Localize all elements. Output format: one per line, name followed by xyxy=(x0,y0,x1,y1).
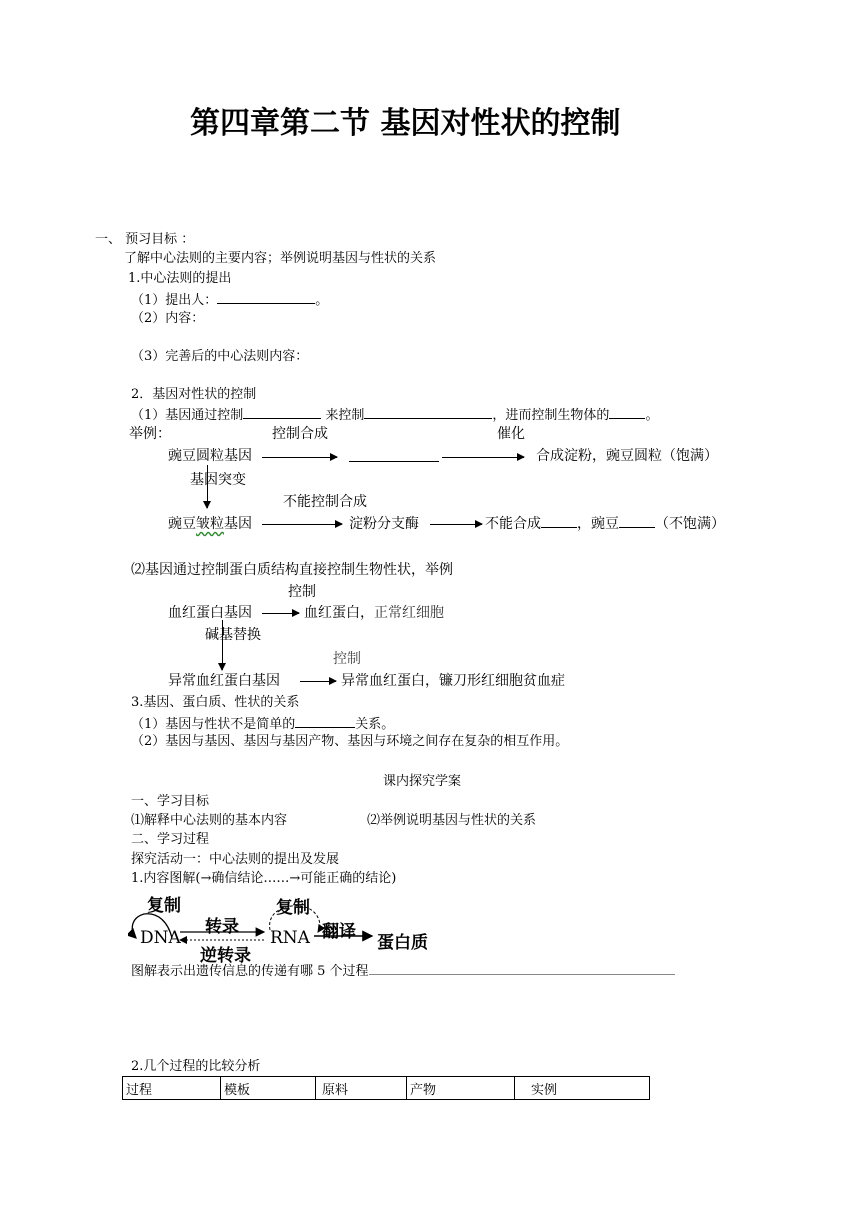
header-template: 模板 xyxy=(221,1077,316,1100)
label-protein: 蛋白质 xyxy=(377,933,428,953)
arrow-base-substitution xyxy=(222,620,223,670)
gene-control-text-c: ，进而控制生物体的 xyxy=(492,408,610,423)
example-label: 举例： xyxy=(129,426,171,442)
inclass-title: 课内探究学案 xyxy=(383,774,462,789)
label-catalyze: 催化 xyxy=(497,426,525,442)
cannot-synthesize: 不能合成 xyxy=(485,516,541,532)
wrinkled-gene-part-c: 基因 xyxy=(224,516,252,532)
abnormal-result: 异常血红蛋白，镰刀形红细胞贫血症 xyxy=(341,673,565,689)
diagram-caption: 1.内容图解(→确信结论……→可能正确的结论) xyxy=(131,871,397,886)
question-proposer xyxy=(131,291,328,309)
result-round-pea: 合成淀粉，豌豆圆粒（饱满） xyxy=(536,448,718,464)
statement-interaction: （2）基因与基因、基因与基因产物、基因与环境之间存在复杂的相互作用。 xyxy=(131,734,569,749)
question-content: （2）内容： xyxy=(131,311,205,326)
goals-heading: 一、学习目标 xyxy=(131,794,210,809)
blank-relation[interactable] xyxy=(295,715,355,728)
label-gene-mutation: 基因突变 xyxy=(190,472,246,488)
activity-1: 探究活动一：中心法则的提出及发展 xyxy=(131,852,340,867)
comparison-table xyxy=(122,1076,650,1100)
round-pea-gene: 豌豆圆粒基因 xyxy=(168,448,252,464)
header-product: 产物 xyxy=(407,1077,515,1100)
label-dna: DNA xyxy=(140,928,181,948)
normal-red-cell: 正常红细胞 xyxy=(374,605,444,621)
abnormal-hemoglobin-gene: 异常血红蛋白基因 xyxy=(168,673,280,689)
blank-enzyme[interactable] xyxy=(243,406,321,419)
question-five-processes xyxy=(131,962,675,980)
goal-2: ⑵举例说明基因与性状的关系 xyxy=(367,813,537,828)
blank-shape[interactable] xyxy=(619,515,655,528)
blank-starch[interactable] xyxy=(541,515,577,528)
arrow-abnormal xyxy=(300,681,336,682)
label-reverse-transcription: 逆转录 xyxy=(200,946,251,966)
blank-trait[interactable] xyxy=(609,406,645,419)
arrow-mutation xyxy=(207,465,208,508)
subsection-1-title: 1.中心法则的提出 xyxy=(128,271,232,286)
gene-control-text-b: 来控制 xyxy=(321,408,365,423)
goal-1: ⑴解释中心法则的基本内容 xyxy=(131,813,288,828)
label-control-1: 控制 xyxy=(288,584,316,600)
label-control-2: 控制 xyxy=(333,651,361,667)
label-control-synthesis: 控制合成 xyxy=(272,426,328,442)
arrow-wrinkled-gene xyxy=(262,524,342,525)
question-relation-text: （1）基因与性状不是简单的 xyxy=(131,717,296,732)
process-heading: 二、学习过程 xyxy=(131,832,210,847)
hemoglobin-gene: 血红蛋白基因 xyxy=(168,605,252,621)
hemoglobin-protein: 血红蛋白， xyxy=(304,605,374,621)
label-replication-rna: 复制 xyxy=(276,898,310,918)
gene-control-text-d: 。 xyxy=(645,408,659,423)
arrow-catalyze xyxy=(442,457,524,458)
wrinkled-pea-gene xyxy=(168,515,252,533)
question-relation-end: 关系。 xyxy=(355,717,395,732)
wrinkled-gene-part-b: 皱粒 xyxy=(196,516,224,532)
label-transcription: 转录 xyxy=(205,917,239,937)
wrinkled-result xyxy=(485,515,725,533)
label-cannot-control: 不能控制合成 xyxy=(283,494,367,510)
question-proposer-end: 。 xyxy=(315,293,329,308)
proposer-blank[interactable] xyxy=(217,291,315,304)
enzyme-label: 淀粉分支酶 xyxy=(349,516,419,532)
label-translation: 翻译 xyxy=(322,922,356,942)
question-relation xyxy=(131,715,394,733)
question-improved-content: （3）完善后的中心法则内容： xyxy=(131,349,309,364)
blank-enzyme-product[interactable] xyxy=(349,449,439,462)
label-replication-dna: 复制 xyxy=(147,896,181,916)
comparison-title: 2.几个过程的比较分析 xyxy=(131,1059,261,1074)
label-rna: RNA xyxy=(270,928,310,948)
question-gene-control xyxy=(131,406,658,424)
direct-control-title: ⑵基因通过控制蛋白质结构直接控制生物性状，举例 xyxy=(131,562,453,578)
hemoglobin-result xyxy=(304,604,444,622)
blank-five-processes[interactable] xyxy=(369,962,675,975)
preview-goal: 了解中心法则的主要内容；举例说明基因与性状的关系 xyxy=(124,251,437,266)
gene-control-text-a: （1）基因通过控制 xyxy=(131,408,244,423)
header-process: 过程 xyxy=(123,1077,221,1100)
section-heading-preview: 一、 预习目标 ： xyxy=(95,232,195,247)
blank-metabolism[interactable] xyxy=(364,406,492,419)
arrow-enzyme xyxy=(430,524,482,525)
header-example: 实例 xyxy=(515,1077,650,1100)
label-base-substitution: 碱基替换 xyxy=(205,627,261,643)
arrow-hemoglobin xyxy=(262,613,299,614)
wrinkled-gene-part-a: 豌豆 xyxy=(168,516,196,532)
not-full-label: （不饱满） xyxy=(655,516,725,532)
table-header-row xyxy=(123,1077,650,1100)
arrow-round-gene xyxy=(262,457,337,458)
subsection-3-title: 3.基因、蛋白质、性状的关系 xyxy=(131,695,300,710)
page-title: 第四章第二节 基因对性状的控制 xyxy=(190,106,621,141)
subsection-2-title: 2．基因对性状的控制 xyxy=(131,387,257,402)
header-material: 原料 xyxy=(316,1077,407,1100)
pea-word: ，豌豆 xyxy=(577,516,619,532)
question-proposer-label: （1）提出人： xyxy=(131,293,218,308)
question-five-processes-text: 图解表示出遗传信息的传递有哪 5 个过程 xyxy=(131,964,369,979)
